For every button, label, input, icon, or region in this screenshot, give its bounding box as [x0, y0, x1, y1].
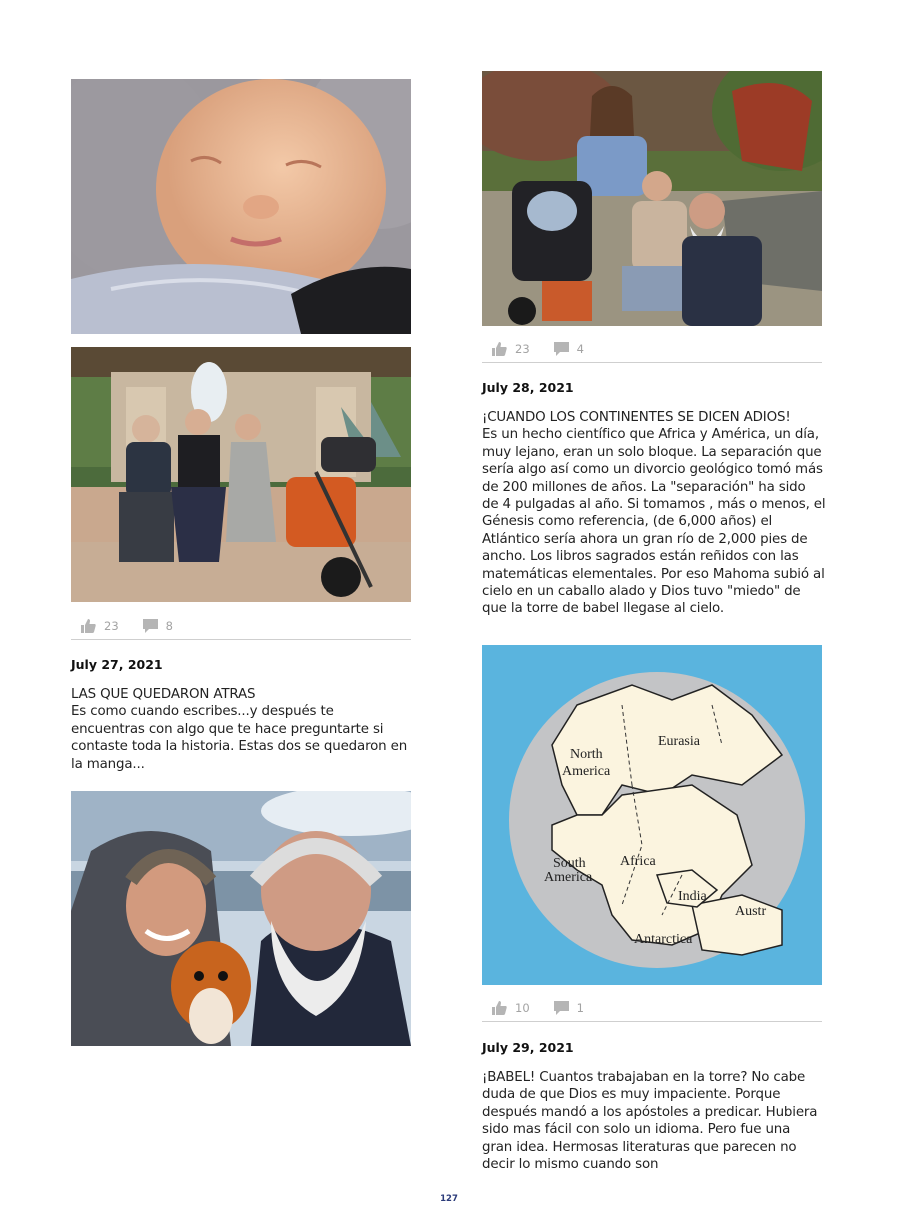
map-label: America — [562, 764, 611, 779]
baby-photo — [71, 79, 411, 334]
map-label: North — [570, 747, 603, 762]
map-label: Eurasia — [658, 734, 700, 749]
garden-stroller-photo — [482, 71, 822, 326]
post-date: July 29, 2021 — [482, 1040, 574, 1055]
post-stats-right-1 — [482, 335, 822, 363]
comment-icon[interactable] — [143, 619, 158, 633]
post-body: Es un hecho científico que Africa y América, un día, muy lejano, eran un solo bloque. La separación que sería algo así como un divorcio geológico tomó más de 200 millones de años. La "separación" ha sido de 4 pulgadas al año. Si tomamos , más o menos, el Génesis como referencia, (de 6,000 años) el Atlántico sería ahora un gran río de 2,000 pies de ancho. Los libros sagrados están reñidos con las matemáticas elementales. Por eso Mahoma subió al cielo en un caballo alado y Dios tuvo "miedo" de que la torre de babel llegase al cielo. — [482, 427, 826, 617]
comments-count: 8 — [165, 618, 173, 633]
likes-count: 10 — [515, 1000, 530, 1015]
likes-count: 23 — [515, 341, 530, 356]
comments-count: 1 — [576, 1000, 584, 1015]
map-label: India — [678, 889, 707, 904]
beach-selfie-photo — [71, 791, 411, 1046]
map-label: Antarctica — [634, 932, 693, 947]
comments-count: 4 — [576, 341, 584, 356]
map-label: South — [553, 856, 586, 871]
post-title: LAS QUE QUEDARON ATRAS — [71, 687, 256, 702]
post-date: July 27, 2021 — [71, 657, 163, 672]
post-text — [482, 1069, 822, 1173]
thumbs-up-icon[interactable] — [81, 619, 96, 633]
thumbs-up-icon[interactable] — [492, 1001, 507, 1015]
map-label: America — [544, 870, 593, 885]
post-stats-left — [71, 612, 411, 640]
post-text — [71, 686, 411, 773]
page-number: 127 — [440, 1194, 458, 1204]
post-body: Es como cuando escribes...y después te encuentras con algo que te hace preguntarte si contaste toda la historia. Estas dos se quedaron en la manga... — [71, 704, 408, 772]
likes-count: 23 — [104, 618, 119, 633]
map-label: Africa — [620, 854, 656, 869]
post-text — [482, 409, 826, 618]
thumbs-up-icon[interactable] — [492, 342, 507, 356]
fountain-family-photo — [71, 347, 411, 602]
post-stats-right-2 — [482, 994, 822, 1022]
pangaea-map — [482, 645, 822, 985]
comment-icon[interactable] — [554, 342, 569, 356]
post-body: ¡BABEL! Cuantos trabajaban en la torre? No cabe duda de que Dios es muy impaciente. Porque después mandó a los apóstoles a predicar. Hubiera sido mas fácil con solo un idioma. Pero fue una gran idea. Hermosas literaturas que parecen no decir lo mismo cuando son — [482, 1070, 818, 1173]
map-label: Austr — [735, 904, 767, 919]
post-date: July 28, 2021 — [482, 380, 574, 395]
comment-icon[interactable] — [554, 1001, 569, 1015]
post-title: ¡CUANDO LOS CONTINENTES SE DICEN ADIOS! — [482, 410, 791, 425]
